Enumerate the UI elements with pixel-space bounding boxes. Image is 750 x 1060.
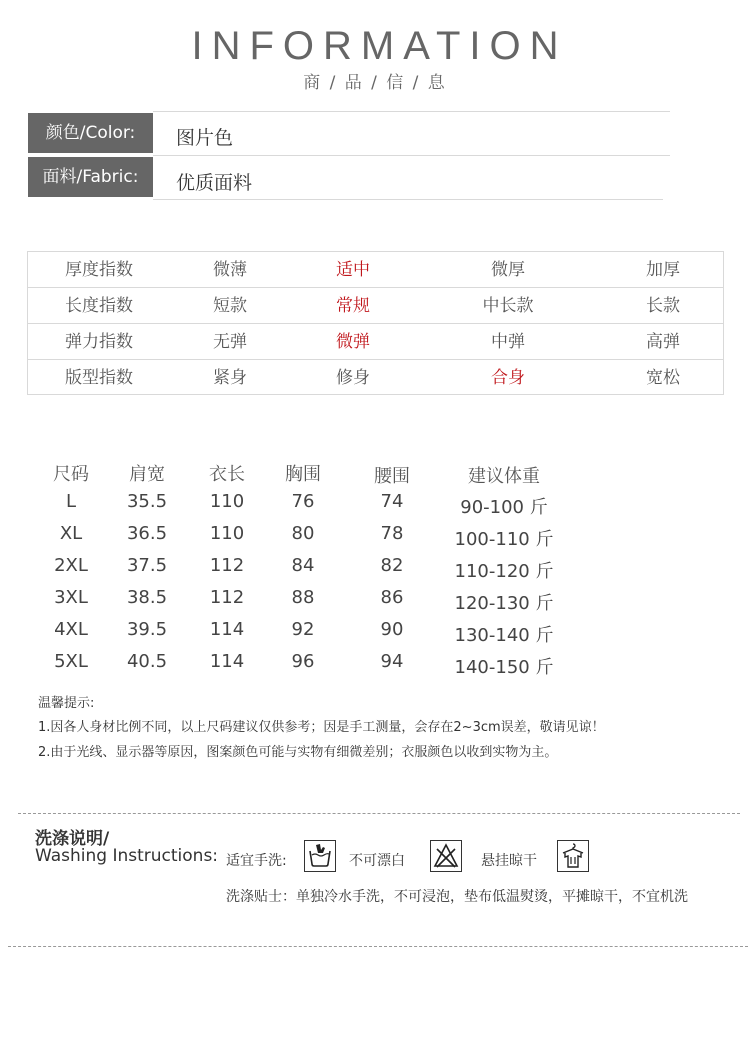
dashed-divider (8, 946, 748, 947)
index-option: 短款 (213, 296, 247, 316)
fabric-label: 面料/Fabric: (28, 157, 153, 197)
size-cell: 114 (209, 619, 245, 640)
divider (153, 199, 663, 200)
index-row-name: 版型指数 (65, 368, 133, 388)
hang-dry-label: 悬挂晾干 (481, 853, 537, 869)
index-option: 中弹 (491, 332, 525, 352)
index-row (28, 252, 723, 288)
color-value: 图片色 (176, 127, 234, 149)
size-cell: 100-110 斤 (454, 529, 554, 550)
index-row-name: 弹力指数 (65, 332, 133, 352)
size-header: 建议体重 (468, 466, 540, 487)
index-row (28, 360, 723, 396)
size-header: 尺码 (53, 464, 89, 485)
size-cell: L (65, 491, 77, 512)
size-cell: 76 (291, 491, 315, 512)
washing-title: 洗涤说明/ (35, 829, 110, 849)
size-cell: 140-150 斤 (454, 657, 554, 678)
index-option-selected: 微弹 (336, 332, 370, 352)
size-cell: 84 (291, 555, 315, 576)
size-cell: 35.5 (126, 491, 168, 512)
index-option: 高弹 (646, 332, 680, 352)
size-cell: 92 (291, 619, 315, 640)
color-label: 颜色/Color: (28, 113, 153, 153)
size-cell: 39.5 (126, 619, 168, 640)
size-cell: 36.5 (126, 523, 168, 544)
size-cell: 37.5 (126, 555, 168, 576)
page-subtitle: 商 / 品 / 信 / 息 (303, 73, 447, 93)
index-option: 修身 (336, 368, 370, 388)
index-row-name: 长度指数 (65, 296, 133, 316)
size-header: 胸围 (285, 464, 321, 485)
hand-wash-icon (304, 840, 336, 872)
size-header: 肩宽 (129, 464, 165, 485)
size-cell: 40.5 (126, 651, 168, 672)
page-title: INFORMATION (191, 24, 568, 68)
no-bleach-icon (430, 840, 462, 872)
size-cell: 38.5 (126, 587, 168, 608)
note-item: 1.因各人身材比例不同，以上尺码建议仅供参考；因是手工测量，会存在2~3cm误差，敬请见谅！ (38, 720, 605, 735)
index-table (27, 251, 724, 395)
fabric-value: 优质面料 (176, 172, 253, 194)
size-cell: 94 (380, 651, 404, 672)
size-cell: 110 (209, 523, 245, 544)
index-option-selected: 常规 (336, 296, 370, 316)
hang-dry-icon (557, 840, 589, 872)
size-header: 衣长 (209, 464, 245, 485)
size-cell: 112 (209, 587, 245, 608)
size-cell: 86 (380, 587, 404, 608)
size-cell: 96 (291, 651, 315, 672)
size-cell: 74 (380, 491, 404, 512)
size-cell: 112 (209, 555, 245, 576)
index-option: 中长款 (482, 296, 534, 316)
note-item: 2.由于光线、显示器等原因，图案颜色可能与实物有细微差别；衣服颜色以收到实物为主。 (38, 745, 558, 760)
divider (153, 111, 670, 112)
size-cell: 88 (291, 587, 315, 608)
size-cell: 110 (209, 491, 245, 512)
size-cell: 3XL (54, 587, 88, 608)
index-option: 加厚 (646, 260, 680, 280)
index-option: 紧身 (213, 368, 247, 388)
size-cell: 80 (291, 523, 315, 544)
index-option-selected: 适中 (336, 260, 370, 280)
size-cell: 78 (380, 523, 404, 544)
hand-wash-label: 适宜手洗: (226, 853, 287, 869)
size-header: 腰围 (374, 466, 410, 487)
size-cell: 82 (380, 555, 404, 576)
notes-title: 温馨提示: (38, 696, 95, 711)
index-option: 微厚 (491, 260, 525, 280)
index-option: 宽松 (646, 368, 680, 388)
divider (153, 155, 670, 156)
index-option-selected: 合身 (491, 368, 525, 388)
index-row (28, 288, 723, 324)
size-cell: 120-130 斤 (454, 593, 554, 614)
size-cell: 90 (380, 619, 404, 640)
index-option: 无弹 (213, 332, 247, 352)
size-cell: 2XL (54, 555, 88, 576)
washing-tips: 洗涤贴士：单独冷水手洗，不可浸泡，垫布低温熨烫，平摊晾干，不宜机洗 (226, 889, 688, 905)
index-row-name: 厚度指数 (65, 260, 133, 280)
size-cell: 4XL (54, 619, 88, 640)
size-cell: 90-100 斤 (460, 497, 548, 518)
no-bleach-label: 不可漂白 (349, 853, 405, 869)
index-option: 微薄 (213, 260, 247, 280)
size-cell: XL (59, 523, 83, 544)
size-cell: 114 (209, 651, 245, 672)
index-option: 长款 (646, 296, 680, 316)
size-cell: 110-120 斤 (454, 561, 554, 582)
size-cell: 130-140 斤 (454, 625, 554, 646)
index-row (28, 324, 723, 360)
size-cell: 5XL (54, 651, 88, 672)
dashed-divider (18, 813, 740, 814)
washing-subtitle: Washing Instructions: (35, 846, 219, 866)
